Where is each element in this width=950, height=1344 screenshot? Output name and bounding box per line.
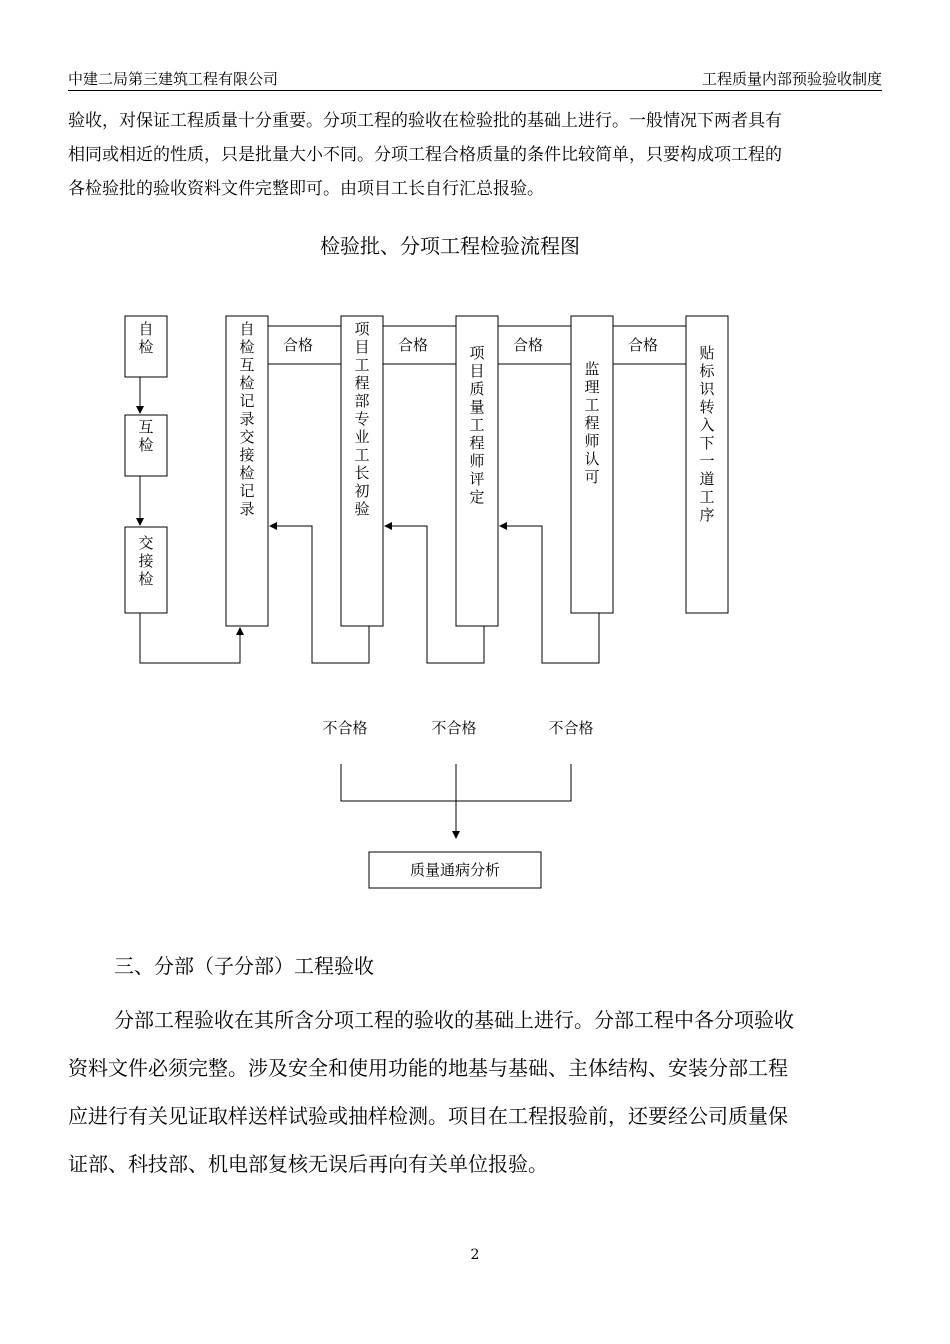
intro-line: 各检验批的验收资料文件完整即可。由项目工长自行汇总报验。	[68, 179, 544, 199]
header-doc-title: 工程质量内部预验验收制度	[701, 70, 882, 88]
section-3-line: 证部、科技部、机电部复核无误后再向有关单位报验。	[68, 1152, 548, 1176]
section-3-heading: 三、分部（子分部）工程验收	[114, 954, 374, 978]
record-label: 自检互检记录交接检记录	[239, 320, 255, 518]
mutual-check-label: 互检	[138, 418, 154, 454]
pass-label: 合格	[282, 336, 314, 354]
handover-check-label: 交接检	[138, 534, 154, 588]
pass-label: 合格	[397, 336, 429, 354]
page-number: 2	[470, 1247, 480, 1263]
fail-label: 不合格	[322, 719, 368, 737]
flowchart-title: 检验批、分项工程检验流程图	[320, 234, 580, 258]
flowchart	[0, 300, 950, 900]
foreman-label: 项目工程部专业工长初验	[354, 320, 370, 518]
next-label: 贴标识转入下一道工序	[699, 344, 715, 524]
pass-label: 合格	[512, 336, 544, 354]
analysis-label: 质量通病分析	[409, 861, 501, 879]
header-rule	[68, 90, 882, 91]
section-3-line: 应进行有关见证取样送样试验或抽样检测。项目在工程报验前，还要经公司质量保	[68, 1104, 788, 1128]
pass-label: 合格	[627, 336, 659, 354]
section-3-paragraph	[68, 996, 882, 1188]
section-3-line: 分部工程验收在其所含分项工程的验收的基础上进行。分部工程中各分项验收	[114, 1008, 794, 1032]
flow-arrow	[140, 613, 240, 663]
supervisor-label: 监理工程师认可	[584, 360, 600, 486]
intro-line: 相同或相近的性质，只是批量大小不同。分项工程合格质量的条件比较简单，只要构成项工程的	[68, 145, 782, 165]
intro-paragraph	[68, 104, 882, 206]
intro-line: 验收，对保证工程质量十分重要。分项工程的验收在检验批的基础上进行。一般情况下两者具有	[68, 111, 782, 131]
fail-label: 不合格	[431, 719, 477, 737]
self-check-label: 自检	[138, 320, 154, 356]
qe-label: 项目质量工程师评定	[469, 344, 485, 506]
section-3-line: 资料文件必须完整。涉及安全和使用功能的地基与基础、主体结构、安装分部工程	[68, 1056, 788, 1080]
header-company: 中建二局第三建筑工程有限公司	[68, 70, 279, 88]
fail-label: 不合格	[548, 719, 594, 737]
